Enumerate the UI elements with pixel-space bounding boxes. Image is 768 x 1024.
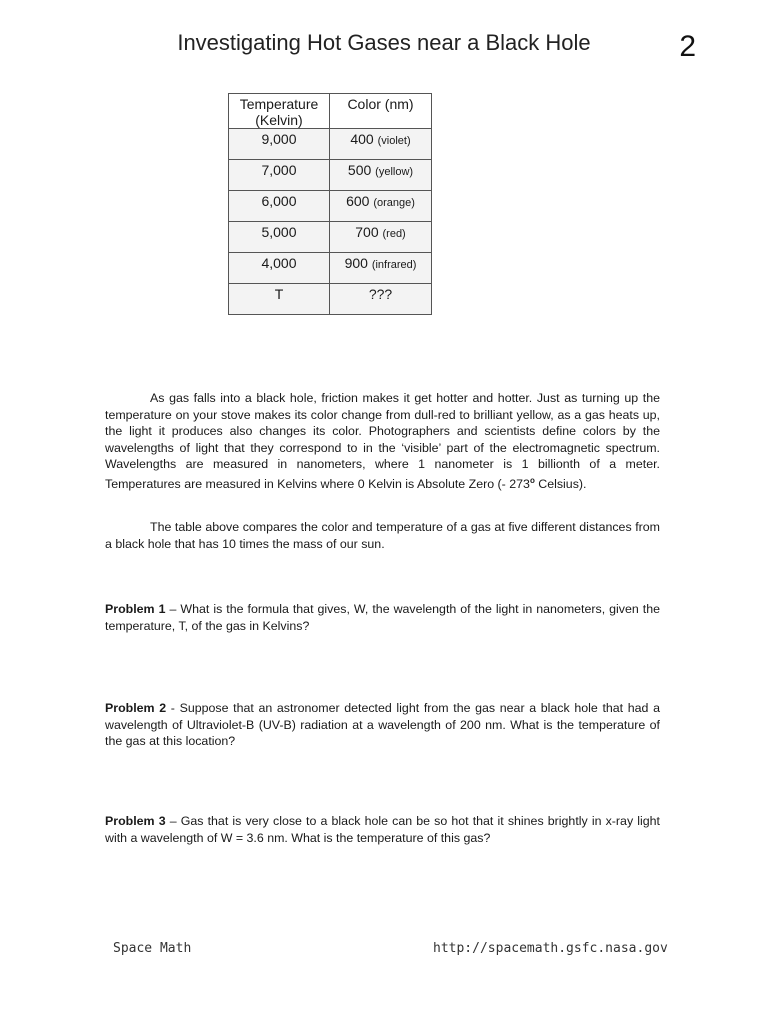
color-name: (yellow) xyxy=(375,166,414,178)
column-header-color: Color (nm) xyxy=(330,94,432,129)
temperature-cell: 6,000 xyxy=(229,191,330,222)
table-row xyxy=(229,129,432,160)
wavelength-value: 700 xyxy=(355,224,379,240)
temperature-cell: 7,000 xyxy=(229,160,330,191)
color-cell xyxy=(330,222,432,253)
footer-brand: Space Math xyxy=(113,941,192,956)
wavelength-value: 500 xyxy=(347,162,372,178)
temperature-cell: 9,000 xyxy=(229,129,330,160)
color-name: (infrared) xyxy=(371,259,417,271)
table-row xyxy=(229,160,432,191)
temperature-cell: 4,000 xyxy=(229,253,330,284)
table-row xyxy=(229,284,432,315)
intro-text-end: Celsius). xyxy=(534,476,587,491)
problem-separator: – xyxy=(165,814,181,828)
problem-separator: - xyxy=(166,701,180,715)
color-cell xyxy=(330,129,432,160)
problem-2 xyxy=(105,700,660,750)
temperature-color-table xyxy=(228,93,432,315)
color-cell xyxy=(330,160,432,191)
problem-separator: – xyxy=(165,602,181,616)
problem-1 xyxy=(105,601,660,634)
wavelength-value: 900 xyxy=(344,255,368,271)
color-cell xyxy=(330,284,432,315)
table-row xyxy=(229,191,432,222)
page-title: Investigating Hot Gases near a Black Hole xyxy=(177,30,591,55)
problem-3 xyxy=(105,813,660,846)
color-cell xyxy=(330,191,432,222)
problem-label: Problem 2 xyxy=(105,701,167,715)
problem-text: What is the formula that gives, W, the wavelength of the light in nanometers, given the temperature, T, of the gas in Kelvins? xyxy=(105,602,660,633)
page-number: 2 xyxy=(679,30,696,63)
color-cell xyxy=(330,253,432,284)
footer-url: http://spacemath.gsfc.nasa.gov xyxy=(433,941,668,956)
table-row xyxy=(229,222,432,253)
intro-text: As gas falls into a black hole, friction makes it get hotter and hotter. Just as turning up the temperature on your stove makes its color change from dull-red to brilliant yellow, as a gas heats up, the light it produces also changes its color. Photographers and scientists define colors by the wavelengths of light that they correspond to in the ‘visible’ part of the electromagnetic spectrum. Wavelengths are measured in nanometers, where 1 nanometer is 1 billionth of a meter. Temperatures are measured in Kelvins where 0 Kelvin is Absolute Zero (- 273 xyxy=(105,391,660,491)
problem-label: Problem 1 xyxy=(105,602,166,616)
problem-label: Problem 3 xyxy=(105,814,166,828)
color-name: (violet) xyxy=(377,135,411,147)
wavelength-value: 400 xyxy=(350,131,374,147)
temperature-cell: T xyxy=(229,284,330,315)
wavelength-value: ??? xyxy=(368,286,393,302)
table-header-row xyxy=(229,94,432,129)
problem-text: Suppose that an astronomer detected light from the gas near a black hole that had a wavelength of Ultraviolet-B (UV-B) radiation at a wavelength of 200 nm. What is the temperature of the gas at this location? xyxy=(105,701,660,748)
color-name: (red) xyxy=(382,228,406,240)
column-header-temperature: Temperature (Kelvin) xyxy=(229,94,330,129)
degree-symbol: o xyxy=(529,475,535,485)
table-row xyxy=(229,253,432,284)
intro-paragraph xyxy=(105,390,660,492)
temperature-cell: 5,000 xyxy=(229,222,330,253)
problem-text: Gas that is very close to a black hole can be so hot that it shines brightly in x-ray light with a wavelength of W = 3.6 nm. What is the temperature of this gas? xyxy=(105,814,660,845)
table-description-paragraph: The table above compares the color and temperature of a gas at five different distances from a black hole that has 10 times the mass of our sun. xyxy=(105,520,660,551)
color-name: (orange) xyxy=(373,197,415,209)
wavelength-value: 600 xyxy=(346,193,370,209)
